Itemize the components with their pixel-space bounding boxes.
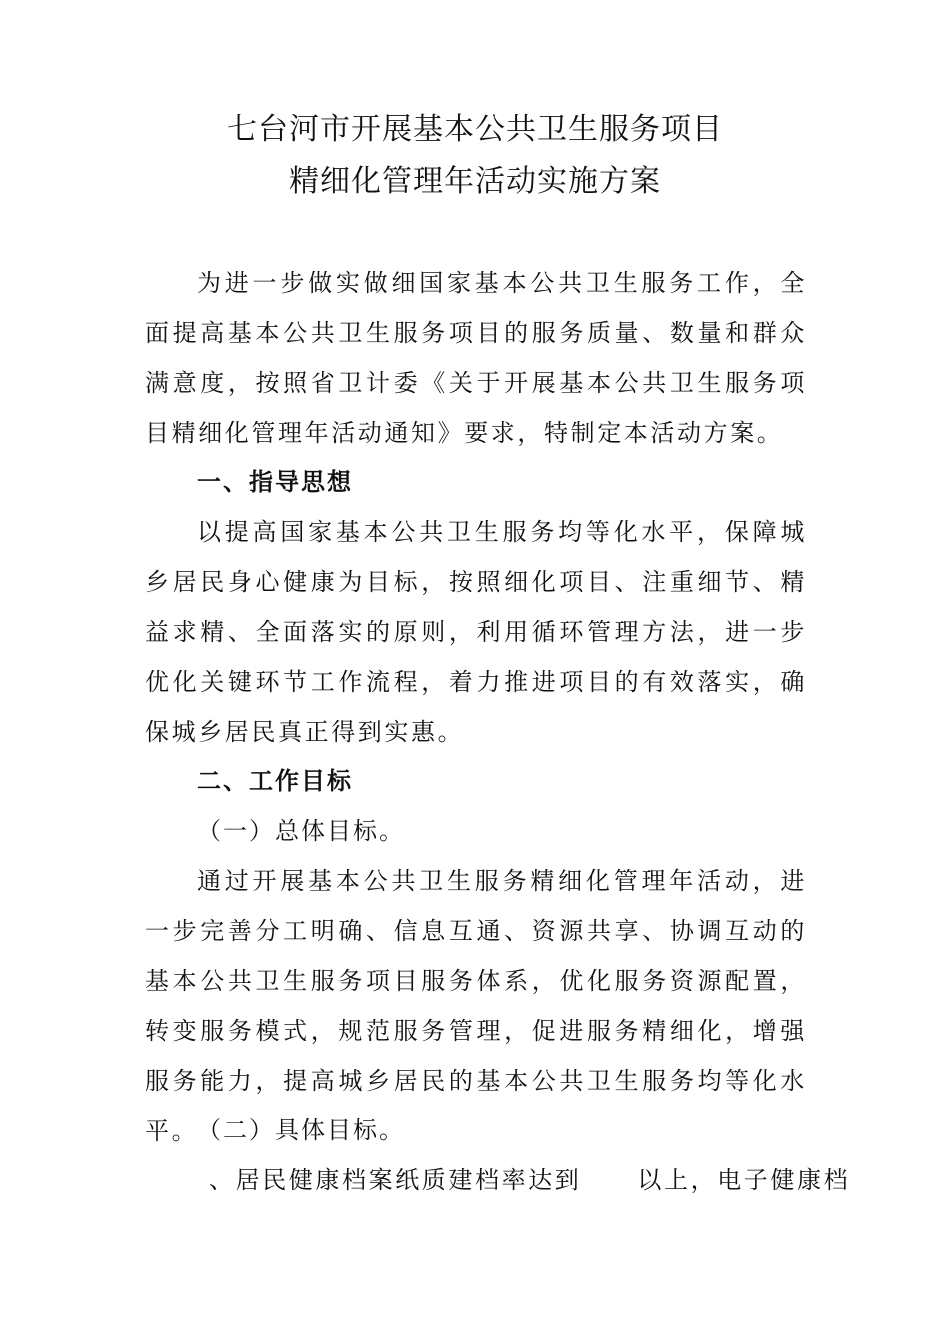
document-title-line-2: 精细化管理年活动实施方案	[289, 164, 661, 199]
document-title-line-1: 七台河市开展基本公共卫生服务项目	[227, 112, 723, 147]
subheading-overall-goal: （一）总体目标。	[197, 817, 405, 845]
intro-paragraph: 为进一步做实做细国家基本公共卫生服务工作，全面提高基本公共卫生服务项目的服务质量、数量和群众满意度，按照省卫计委《关于开展基本公共卫生服务项目精细化管理年活动通知》要求，特制定本活动方案。	[145, 269, 807, 447]
subheading-specific-goals: （二）具体目标。	[197, 1116, 405, 1144]
overall-goal-paragraph: 通过开展基本公共卫生服务精细化管理年活动，进一步完善分工明确、信息互通、资源共享、协调互动的基本公共卫生服务项目服务体系，优化服务资源配置，转变服务模式，规范服务管理，促进服务精细化，增强服务能力，提高城乡居民的基本公共卫生服务均等化水平。	[145, 867, 807, 1145]
section-heading-guiding-ideology: 一、指导思想	[197, 468, 353, 496]
guiding-ideology-paragraph: 以提高国家基本公共卫生服务均等化水平，保障城乡居民身心健康为目标，按照细化项目、注重细节、精益求精、全面落实的原则，利用循环管理方法，进一步优化关键环节工作流程，着力推进项目的有效落实，确保城乡居民真正得到实惠。	[145, 518, 807, 746]
specific-goal-text-part-1: 、居民健康档案纸质建档率达到	[209, 1166, 582, 1194]
section-heading-work-goals: 二、工作目标	[197, 767, 353, 795]
specific-goal-line-1	[145, 1155, 851, 1205]
specific-goal-text-part-2: 以上，电子健康档	[637, 1166, 851, 1194]
